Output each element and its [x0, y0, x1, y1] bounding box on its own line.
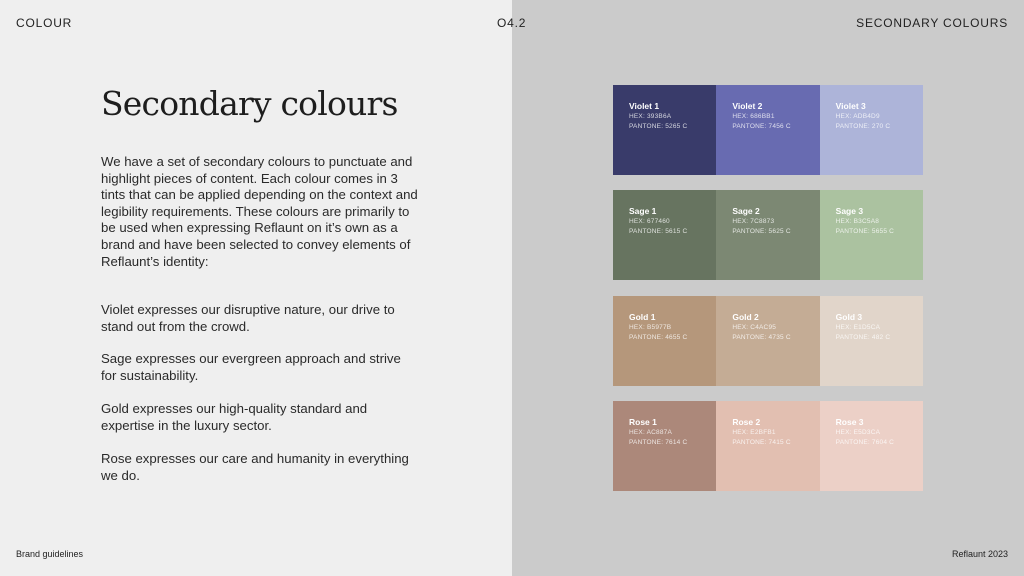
- gold-description: Gold expresses our high-quality standard and expertise in the luxury sector.: [101, 401, 368, 433]
- swatch-pantone: PANTONE: 7614 C: [629, 439, 688, 446]
- swatch-name: Rose 2: [732, 417, 761, 427]
- swatch-hex: HEX: 393B6A: [629, 113, 672, 120]
- swatch-gold-2: [716, 296, 819, 386]
- swatch-hex: HEX: AC887A: [629, 429, 673, 436]
- swatch-row-rose: [613, 401, 923, 491]
- footer-brand-guidelines: Brand guidelines: [16, 549, 84, 559]
- swatch-name: Sage 3: [835, 206, 864, 216]
- swatch-hex: HEX: B5977B: [629, 324, 672, 331]
- rose-description: Rose expresses our care and humanity in everything we do.: [101, 451, 409, 483]
- section-title: SECONDARY COLOURS: [856, 16, 1008, 30]
- swatch-sage-2: [716, 190, 819, 280]
- swatch-rose-1: [613, 401, 716, 491]
- swatch-name: Violet 3: [835, 101, 866, 111]
- swatch-pantone: PANTONE: 5615 C: [629, 228, 688, 235]
- swatch-name: Violet 2: [732, 101, 763, 111]
- swatch-pantone: PANTONE: 4735 C: [732, 334, 791, 341]
- swatch-row-gold: [613, 296, 923, 386]
- swatch-pantone: PANTONE: 4655 C: [629, 334, 688, 341]
- swatch-row-sage: [613, 190, 923, 280]
- swatch-gold-1: [613, 296, 716, 386]
- swatch-pantone: PANTONE: 482 C: [835, 334, 891, 341]
- swatch-name: Gold 3: [835, 312, 863, 322]
- swatch-pantone: PANTONE: 7604 C: [835, 439, 895, 446]
- swatch-pantone: PANTONE: 5265 C: [629, 123, 688, 130]
- swatch-sage-3: [820, 190, 923, 280]
- swatch-hex: HEX: 686BB1: [732, 113, 775, 120]
- swatch-pantone: PANTONE: 5655 C: [835, 228, 895, 235]
- swatch-pantone: PANTONE: 7456 C: [732, 123, 791, 130]
- swatch-name: Violet 1: [629, 101, 660, 111]
- swatch-hex: HEX: B3C5A8: [835, 218, 880, 225]
- swatch-hex: HEX: E5D3CA: [835, 429, 881, 436]
- swatch-name: Sage 1: [629, 206, 657, 216]
- swatch-row-violet: [613, 85, 923, 175]
- swatch-violet-1: [613, 85, 716, 175]
- section-label: COLOUR: [16, 16, 73, 30]
- swatch-name: Gold 2: [732, 312, 759, 322]
- swatch-gold-3: [820, 296, 923, 386]
- swatch-violet-3: [820, 85, 923, 175]
- swatch-name: Rose 3: [835, 417, 864, 427]
- swatch-name: Sage 2: [732, 206, 760, 216]
- swatch-pantone: PANTONE: 7415 C: [732, 439, 791, 446]
- swatch-name: Rose 1: [629, 417, 657, 427]
- intro-paragraph: We have a set of secondary colours to punctuate and highlight pieces of content. Each colour comes in 3 tints that can be applied depending on the context and legibility requirements. These colours are primarily to be used when expressing Reflaunt on it’s own as a brand and have been selected to convey elements of Reflaunt’s identity:: [101, 154, 418, 269]
- page-number: O4.2: [497, 16, 527, 30]
- swatch-hex: HEX: E1D5CA: [835, 324, 881, 331]
- swatch-pantone: PANTONE: 270 C: [835, 123, 891, 130]
- swatch-rose-3: [820, 401, 923, 491]
- swatch-hex: HEX: 677460: [629, 218, 670, 225]
- swatch-sage-1: [613, 190, 716, 280]
- swatch-pantone: PANTONE: 5625 C: [732, 228, 791, 235]
- violet-description: Violet expresses our disruptive nature, our drive to stand out from the crowd.: [101, 302, 395, 334]
- swatch-violet-2: [716, 85, 819, 175]
- sage-description: Sage expresses our evergreen approach and strive for sustainability.: [101, 351, 401, 383]
- swatch-rose-2: [716, 401, 819, 491]
- swatch-hex: HEX: 7C8873: [732, 218, 775, 225]
- swatch-name: Gold 1: [629, 312, 656, 322]
- swatch-hex: HEX: E2BFB1: [732, 429, 776, 436]
- page-title: Secondary colours: [101, 84, 398, 123]
- swatch-hex: HEX: ADB4D9: [835, 113, 880, 120]
- swatch-hex: HEX: C4AC95: [732, 324, 777, 331]
- footer-year: Reflaunt 2023: [951, 549, 1008, 559]
